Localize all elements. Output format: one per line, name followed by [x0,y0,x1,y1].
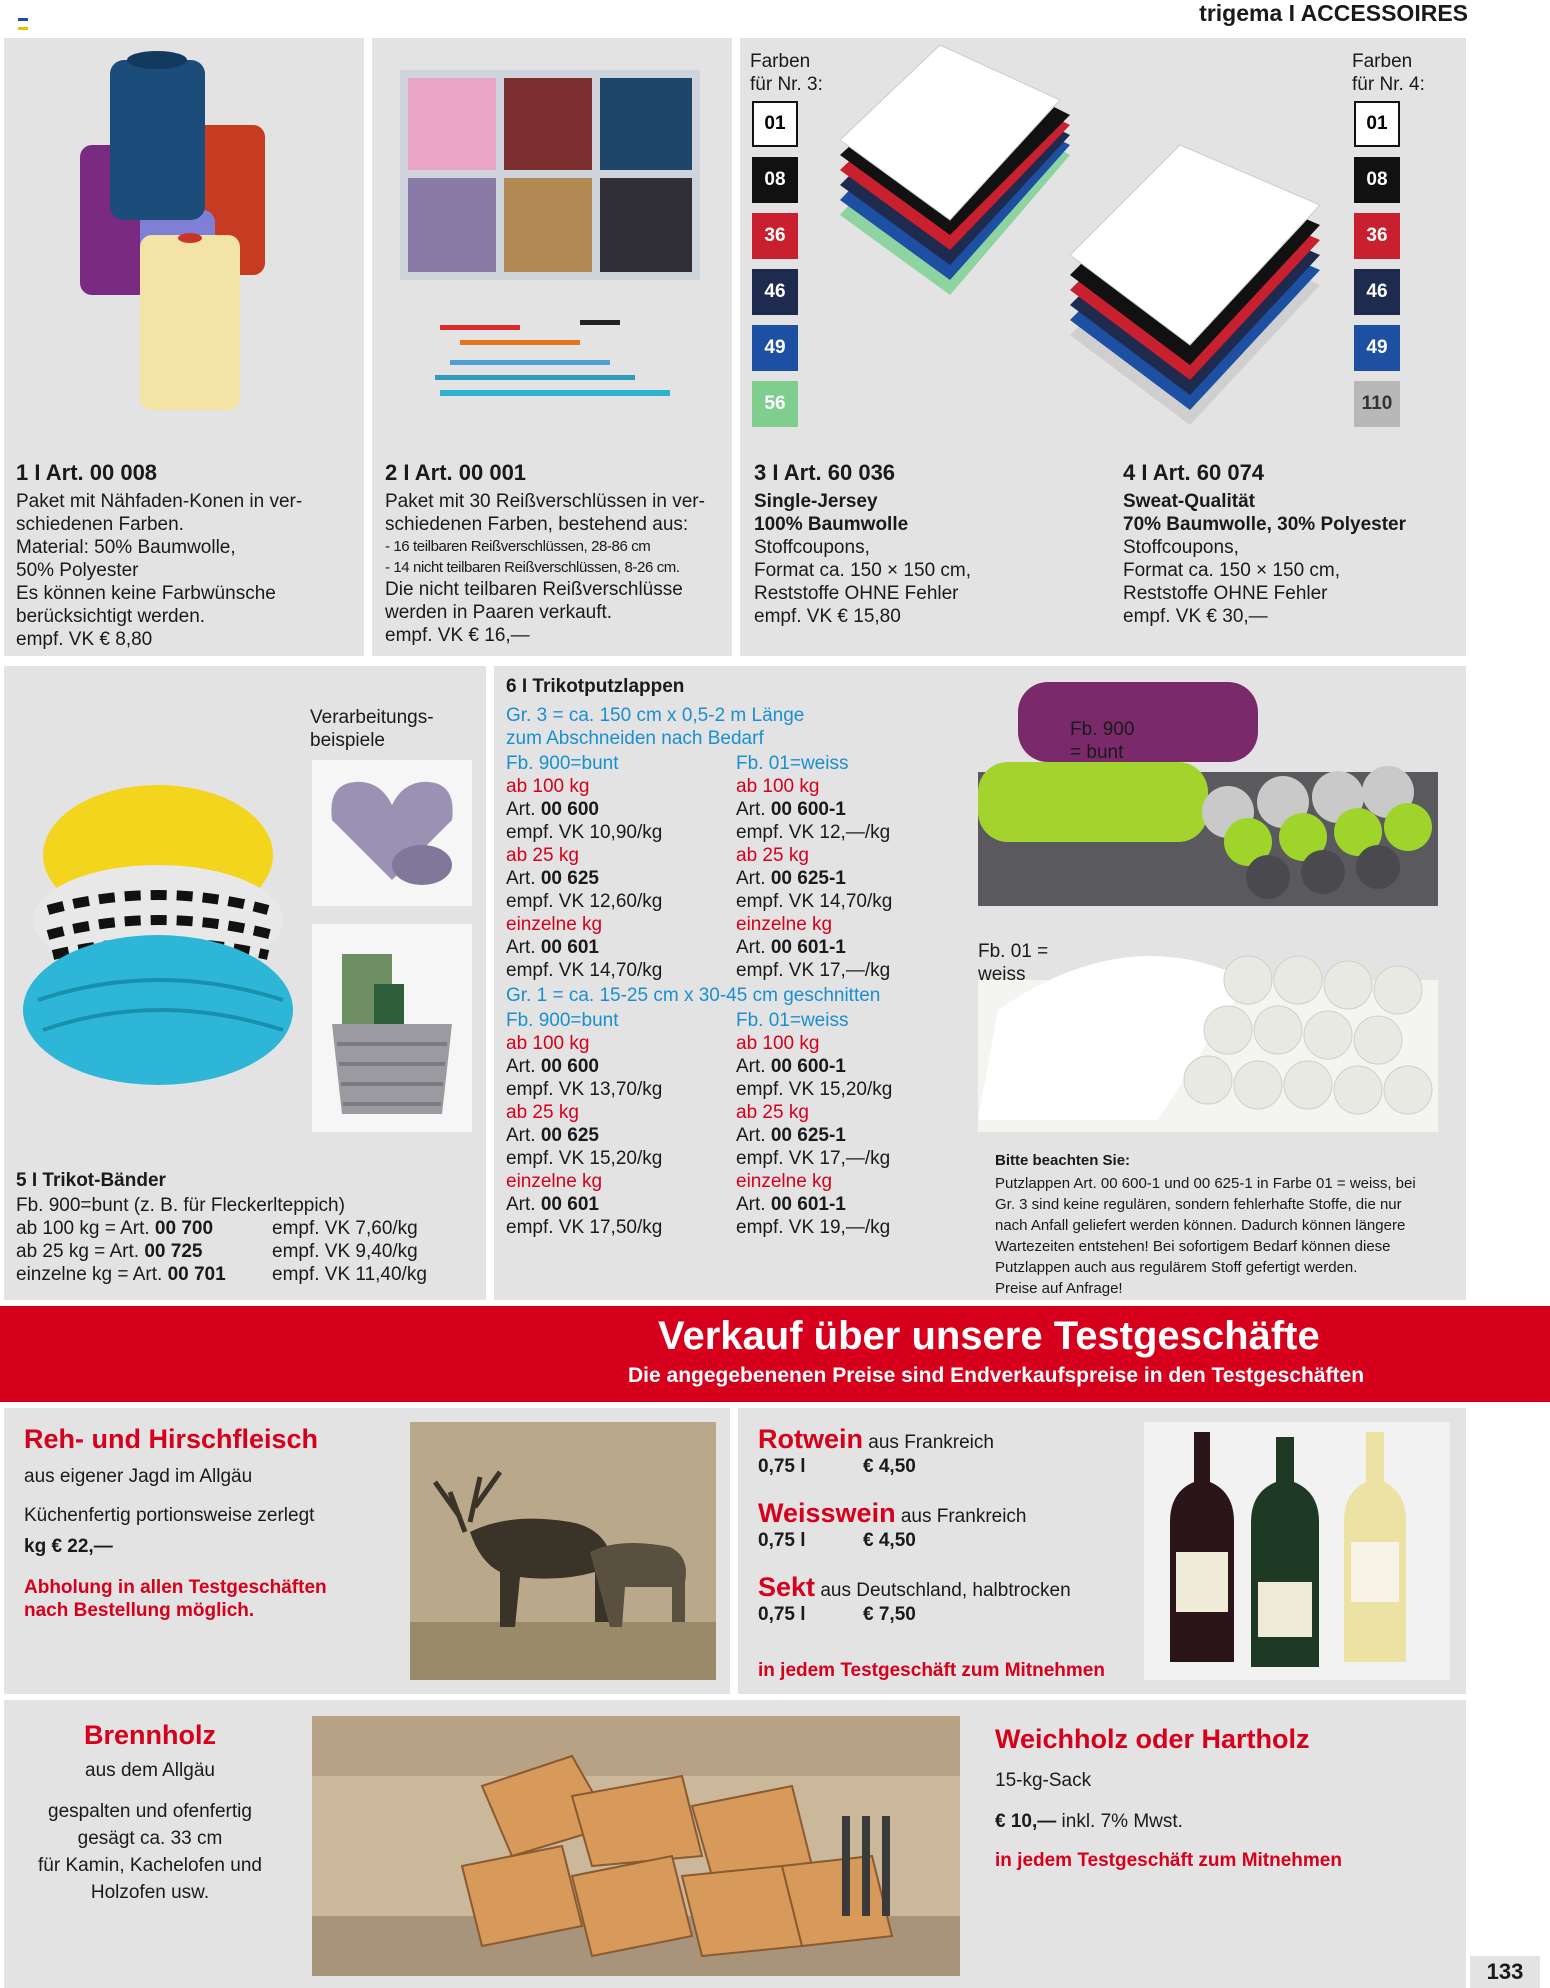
quantity-tier: ab 100 kg [736,1033,820,1054]
example-basket-image [312,924,472,1132]
product-3-info [754,460,1104,628]
price-row-art [16,1217,272,1240]
fabric-stacks-image [810,45,1350,425]
note-line: nach Anfall geliefert werden können. Dadurch können längere [995,1217,1406,1234]
wood-line: aus dem Allgäu [85,1760,215,1781]
wine-origin: aus Deutschland, halbtrocken [815,1580,1071,1601]
wine-bottles-image [1144,1422,1450,1680]
wood-info [20,1720,280,1904]
quantity-tier: ab 25 kg [506,1102,579,1123]
color-swatch: 01 [752,101,798,147]
tier-price: empf. VK 12,—/kg [736,822,891,843]
trikot-baender-image [18,760,300,1090]
article-number: 00 600-1 [770,799,846,820]
article-line [736,798,966,821]
price-column [506,1009,736,1239]
article-number: 00 625 [540,868,599,889]
product-2-line: werden in Paaren verkauft. [385,602,613,623]
wine-size: 0,75 l [758,1530,806,1551]
color-swatch: 36 [752,213,798,259]
color-heading: Fb. 01=weiss [736,753,849,774]
price-row-price: empf. VK 9,40/kg [272,1241,418,1262]
color-swatch: 46 [752,269,798,315]
product-2-info [385,460,725,647]
page-header: trigema I ACCESSOIRES [1199,0,1468,26]
price-row [16,1217,476,1240]
wood-price: € 10,— [995,1811,1057,1832]
price-row [16,1263,476,1286]
article-prefix: Art. [506,1056,541,1077]
product-3-price: empf. VK € 15,80 [754,606,901,627]
gr1-price-columns [506,1009,966,1239]
article-number: 00 725 [144,1241,203,1262]
wine-item [758,1424,1128,1478]
article-prefix: Art. [736,1056,771,1077]
product-1-line: berücksichtigt werden. [16,606,206,627]
color-swatch: 49 [1354,325,1400,371]
wood-note: in jedem Testgeschäft zum Mitnehmen [995,1850,1342,1871]
article-number: 00 601-1 [770,1194,846,1215]
color-swatch: 49 [752,325,798,371]
color-swatch: 56 [752,381,798,427]
quantity-tier: einzelne kg [506,914,603,935]
product-1-info [16,460,346,651]
article-line [506,1193,736,1216]
banner-title: Verkauf über unsere Testgeschäfte [658,1314,1320,1358]
product-1-line: Es können keine Farbwünsche [16,583,276,604]
product-4-price: empf. VK € 30,— [1123,606,1268,627]
article-line [506,1124,736,1147]
article-prefix: Art. [736,1125,771,1146]
wine-price: € 4,50 [863,1530,916,1551]
product-4-info [1123,460,1463,628]
colors-4-label-2: für Nr. 4: [1352,74,1425,95]
meat-info [24,1424,384,1622]
product-6-title: 6 I Trikotputzlappen [506,676,685,697]
putzlappen-note [995,1152,1453,1299]
price-column [506,752,736,982]
quantity-tier: ab 100 kg [506,1033,590,1054]
wine-name: Rotwein [758,1424,863,1454]
product-3-line: Stoffcoupons, [754,537,870,558]
note-line: Wartezeiten entstehen! Bei sofortigem Bedarf können diese [995,1238,1391,1255]
article-number: 00 601 [540,1194,599,1215]
quantity-tier: einzelne kg [736,1171,833,1192]
product-2-line: schiedenen Farben, bestehend aus: [385,514,689,535]
meat-note: Abholung in allen Testgeschäften [24,1577,327,1598]
tier-price: empf. VK 10,90/kg [506,822,663,843]
quantity-tier: ab 100 kg [506,776,590,797]
note-line: Gr. 3 sind keine regulären, sondern fehlerhafte Stoffe, die nur [995,1196,1402,1213]
wine-item [758,1498,1128,1552]
color-swatch: 08 [1354,157,1400,203]
meat-line: Küchenfertig portionsweise zerlegt [24,1505,315,1526]
examples-caption: Verarbeitungs- [310,707,434,728]
price-row-qty: ab 100 kg = Art. [16,1218,155,1239]
article-line [736,936,966,959]
quantity-tier: ab 25 kg [736,1102,809,1123]
article-number: 00 601-1 [770,937,846,958]
meat-title: Reh- und Hirschfleisch [24,1424,319,1454]
price-row-art [16,1240,272,1263]
note-title: Bitte beachten Sie: [995,1152,1131,1169]
meat-line: aus eigener Jagd im Allgäu [24,1466,253,1487]
colors-3-label: Farben [750,51,811,72]
wine-origin: aus Frankreich [895,1506,1027,1527]
wine-price: € 7,50 [863,1604,916,1625]
wood-title: Brennholz [84,1720,216,1750]
price-column [736,1009,966,1239]
article-prefix: Art. [736,799,771,820]
product-6-info [506,676,966,1239]
wine-name: Sekt [758,1572,816,1602]
wine-price: € 4,50 [863,1456,916,1477]
product-3-line: Format ca. 150 × 150 cm, [754,560,972,581]
product-5-line: Fb. 900=bunt (z. B. für Fleckerlteppich) [16,1195,345,1216]
product-4-title: 4 I Art. 60 074 [1123,460,1265,485]
product-2-title: 2 I Art. 00 001 [385,460,527,485]
price-column [736,752,966,982]
article-prefix: Art. [506,799,541,820]
testgeschaefte-banner [0,1306,1550,1402]
flag-icon [18,18,28,30]
product-3-quality: Single-Jersey [754,491,878,512]
color-swatch: 08 [752,157,798,203]
product-2-small-line: - 16 teilbaren Reißverschlüssen, 28-86 cm [385,538,651,555]
thread-cones-image [60,50,300,420]
tier-price: empf. VK 19,—/kg [736,1217,891,1238]
quantity-tier: ab 25 kg [736,845,809,866]
price-row [16,1240,476,1263]
wine-info [758,1424,1128,1646]
price-row-price: empf. VK 11,40/kg [272,1264,427,1285]
product-4-line: Reststoffe OHNE Fehler [1123,583,1328,604]
meat-price: kg € 22,— [24,1536,113,1557]
article-line [506,936,736,959]
wine-size: 0,75 l [758,1604,806,1625]
product-2-small-line: - 14 nicht teilbaren Reißverschlüssen, 8-26 cm. [385,559,680,576]
product-5-title: 5 I Trikot-Bänder [16,1170,166,1191]
product-1-line: Paket mit Nähfaden-Konen in ver- [16,491,303,512]
product-3-line: Reststoffe OHNE Fehler [754,583,959,604]
quantity-tier: ab 25 kg [506,845,579,866]
article-prefix: Art. [506,1194,541,1215]
colors-4-label: Farben [1352,51,1413,72]
product-2-price: empf. VK € 16,— [385,625,530,646]
color-heading: Fb. 01=weiss [736,1010,849,1031]
product-4-line: Format ca. 150 × 150 cm, [1123,560,1341,581]
product-3-title: 3 I Art. 60 036 [754,460,896,485]
label-weiss-2: weiss [978,964,1026,985]
price-row-qty: ab 25 kg = Art. [16,1241,145,1262]
article-number: 00 600-1 [770,1056,846,1077]
product-1-title: 1 I Art. 00 008 [16,460,158,485]
wood-right-title: Weichholz oder Hartholz [995,1724,1310,1754]
wood-line: Holzofen usw. [90,1882,210,1903]
zippers-image [400,70,700,430]
article-number: 00 601 [540,937,599,958]
wood-line: für Kamin, Kachelofen und [38,1855,262,1876]
article-prefix: Art. [506,1125,541,1146]
article-line [506,867,736,890]
article-line [736,867,966,890]
example-heart-bowl-image [312,760,472,906]
product-3-material: 100% Baumwolle [754,514,909,535]
tier-price: empf. VK 13,70/kg [506,1079,663,1100]
putzlappen-bunt-image [978,672,1442,906]
price-row-qty: einzelne kg = Art. [16,1264,168,1285]
label-bunt-2: = bunt [1070,742,1124,763]
tier-price: empf. VK 17,50/kg [506,1217,663,1238]
wood-line: gesägt ca. 33 cm [77,1828,223,1849]
firewood-image [312,1716,960,1976]
article-number: 00 625 [540,1125,599,1146]
wood-line: gespalten und ofenfertig [48,1801,252,1822]
tier-price: empf. VK 12,60/kg [506,891,663,912]
page-number: 133 [1470,1956,1540,1988]
article-number: 00 701 [167,1264,226,1285]
gr3-line: Gr. 3 = ca. 150 cm x 0,5-2 m Länge [506,705,805,726]
product-2-line: Die nicht teilbaren Reißverschlüsse [385,579,683,600]
color-heading: Fb. 900=bunt [506,1010,619,1031]
product-4-line: Stoffcoupons, [1123,537,1239,558]
product-1-price: empf. VK € 8,80 [16,629,153,650]
color-swatch: 01 [1354,101,1400,147]
quantity-tier: ab 100 kg [736,776,820,797]
quantity-tier: einzelne kg [736,914,833,935]
color-heading: Fb. 900=bunt [506,753,619,774]
gr3-line-2: zum Abschneiden nach Bedarf [506,728,764,749]
article-number: 00 625-1 [770,868,846,889]
price-row-art [16,1263,272,1286]
article-line [506,1055,736,1078]
deer-illustration [410,1422,716,1680]
product-5-info [16,1170,476,1286]
wine-name: Weisswein [758,1498,896,1528]
label-bunt: Fb. 900 [1070,719,1135,740]
tier-price: empf. VK 15,20/kg [736,1079,893,1100]
article-number: 00 625-1 [770,1125,846,1146]
product-2-line: Paket mit 30 Reißverschlüssen in ver- [385,491,705,512]
price-row-price: empf. VK 7,60/kg [272,1218,418,1239]
colors-3-label-2: für Nr. 3: [750,74,823,95]
tier-price: empf. VK 17,—/kg [736,960,891,981]
article-line [736,1055,966,1078]
wine-item [758,1572,1128,1626]
article-line [506,798,736,821]
wood-price-suffix: inkl. 7% Mwst. [1056,1811,1183,1832]
note-line: Preise auf Anfrage! [995,1280,1123,1297]
product-5-price-rows [16,1217,476,1286]
gr3-price-columns [506,752,966,982]
product-1-line: schiedenen Farben. [16,514,184,535]
article-number: 00 600 [540,799,599,820]
wood-right-line: 15-kg-Sack [995,1770,1092,1791]
article-line [736,1193,966,1216]
article-prefix: Art. [506,937,541,958]
product-1-line: 50% Polyester [16,560,139,581]
wine-origin: aus Frankreich [863,1432,994,1453]
article-prefix: Art. [736,868,771,889]
article-prefix: Art. [506,868,541,889]
article-prefix: Art. [736,937,771,958]
tier-price: empf. VK 17,—/kg [736,1148,891,1169]
wine-note: in jedem Testgeschäft zum Mitnehmen [758,1660,1105,1681]
note-line: Putzlappen Art. 00 600-1 und 00 625-1 in Farbe 01 = weiss, bei [995,1175,1416,1192]
tier-price: empf. VK 14,70/kg [736,891,893,912]
wine-size: 0,75 l [758,1456,806,1477]
color-swatch: 110 [1354,381,1400,427]
article-number: 00 700 [154,1218,214,1239]
gr1-line: Gr. 1 = ca. 15-25 cm x 30-45 cm geschnitten [506,985,881,1006]
quantity-tier: einzelne kg [506,1171,603,1192]
tier-price: empf. VK 14,70/kg [506,960,663,981]
color-swatch: 36 [1354,213,1400,259]
tier-price: empf. VK 15,20/kg [506,1148,663,1169]
article-number: 00 600 [540,1056,599,1077]
note-line: Putzlappen auch aus regulärem Stoff gefertigt werden. [995,1259,1358,1276]
article-prefix: Art. [736,1194,771,1215]
label-weiss: Fb. 01 = [978,941,1049,962]
article-line [736,1124,966,1147]
product-4-material: 70% Baumwolle, 30% Polyester [1123,514,1407,535]
banner-subtitle: Die angegebenenen Preise sind Endverkaufspreise in den Testgeschäften [628,1364,1365,1387]
product-1-line: Material: 50% Baumwolle, [16,537,236,558]
meat-note-2: nach Bestellung möglich. [24,1600,255,1621]
color-swatch: 46 [1354,269,1400,315]
wood-right-info [995,1724,1435,1872]
product-4-quality: Sweat-Qualität [1123,491,1255,512]
examples-caption-2: beispiele [310,730,385,751]
